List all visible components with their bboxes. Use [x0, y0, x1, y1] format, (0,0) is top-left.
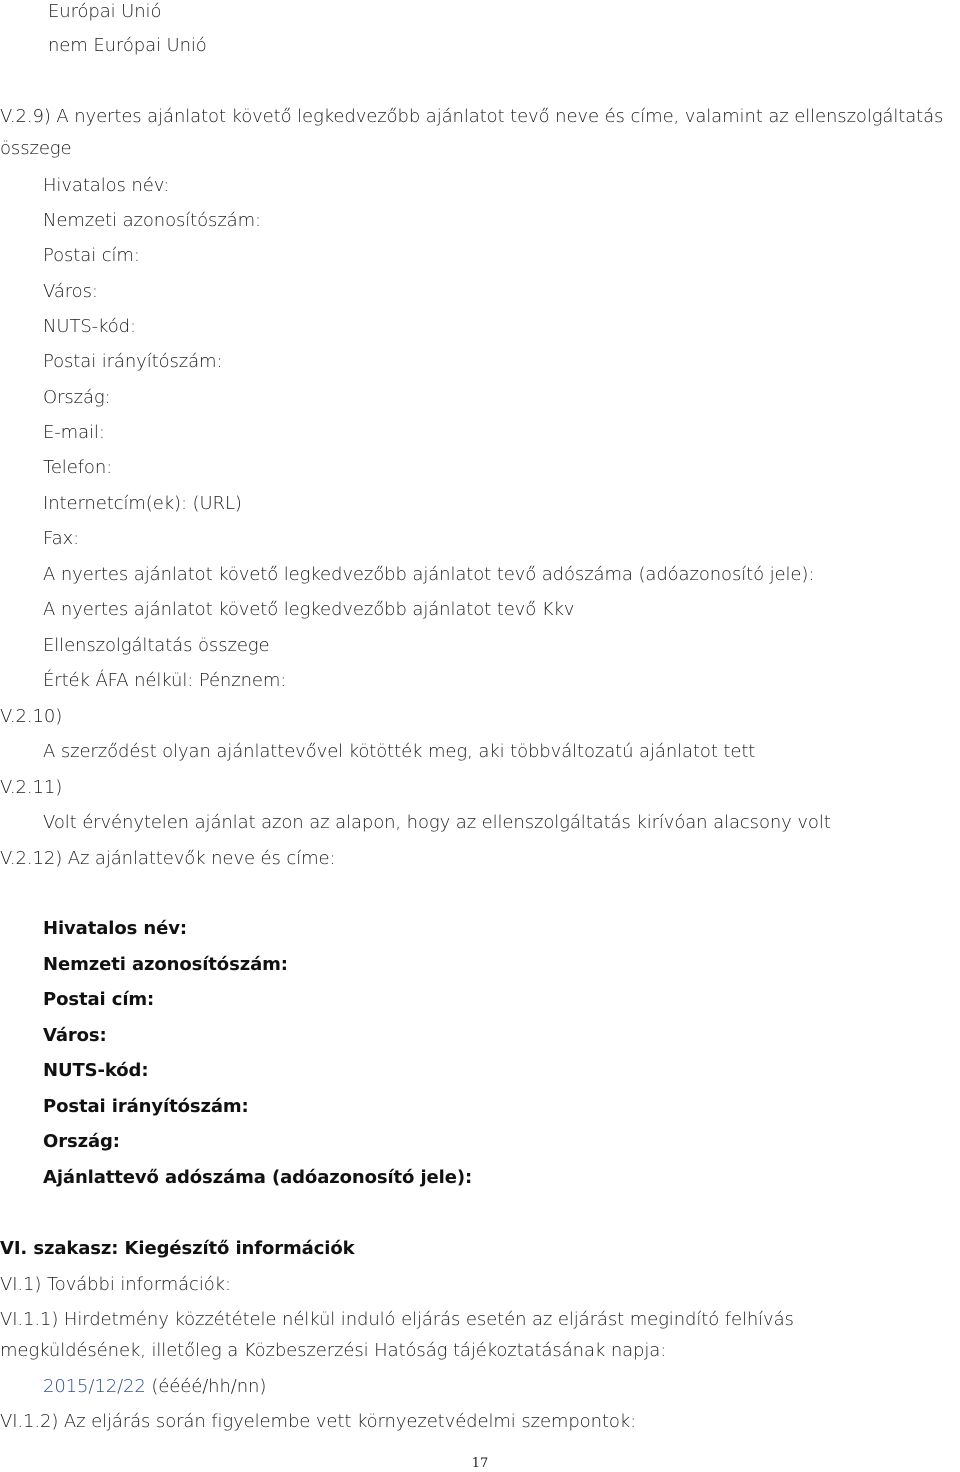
section-vi-title: VI. szakasz: Kiegészítő információk [0, 1238, 355, 1259]
bidder-postal-code: Postai irányítószám: [43, 1096, 249, 1117]
field-fax: Fax: [43, 528, 80, 549]
dispatch-date-value: 2015/12/22 [43, 1376, 146, 1397]
section-v29-heading: V.2.9) A nyertes ajánlatot követő legkedvezőbb ajánlatot tevő neve és címe, valamint az ellenszolgáltatás [0, 106, 944, 127]
option-eu: Európai Unió [48, 1, 162, 22]
dispatch-date-line [43, 1375, 266, 1399]
field-sme: A nyertes ajánlatot követő legkedvezőbb ajánlatot tevő Kkv [43, 599, 575, 620]
bidder-city: Város: [43, 1025, 107, 1046]
bidder-country: Ország: [43, 1131, 120, 1152]
field-national-id: Nemzeti azonosítószám: [43, 210, 261, 231]
section-vi1-heading: VI.1) További információk: [0, 1274, 231, 1295]
section-vi11-heading-cont: megküldésének, illetőleg a Közbeszerzési Hatóság tájékoztatásának napja: [0, 1340, 667, 1361]
field-phone: Telefon: [43, 457, 113, 478]
dispatch-date-format: (éééé/hh/nn) [151, 1376, 267, 1397]
field-nuts-code: NUTS-kód: [43, 316, 136, 337]
field-consideration-amount: Ellenszolgáltatás összege [43, 635, 270, 656]
field-tax-number: A nyertes ajánlatot követő legkedvezőbb ajánlatot tevő adószáma (adóazonosító jele): [43, 564, 815, 585]
section-v212-heading: V.2.12) Az ajánlattevők neve és címe: [0, 848, 336, 869]
bidder-tax-number: Ajánlattevő adószáma (adóazonosító jele): [43, 1167, 473, 1188]
field-country: Ország: [43, 387, 111, 408]
section-v210-text: A szerződést olyan ajánlattevővel kötötték meg, aki többváltozatú ajánlatot tett [43, 741, 756, 762]
field-email: E-mail: [43, 422, 105, 443]
section-v211-heading: V.2.11) [0, 777, 63, 798]
field-postal-address: Postai cím: [43, 245, 140, 266]
bidder-postal-address: Postai cím: [43, 989, 155, 1010]
section-vi11-heading: VI.1.1) Hirdetmény közzététele nélkül induló eljárás esetén az eljárást megindító felhívás [0, 1309, 794, 1330]
bidder-official-name: Hivatalos név: [43, 918, 187, 939]
bidder-nuts-code: NUTS-kód: [43, 1060, 149, 1081]
section-vi12-heading: VI.1.2) Az eljárás során figyelembe vett környezetvédelmi szempontok: [0, 1411, 637, 1432]
section-v29-heading-cont: összege [0, 138, 72, 159]
section-v211-text: Volt érvénytelen ajánlat azon az alapon, hogy az ellenszolgáltatás kirívóan alacsony volt [43, 812, 831, 833]
field-url: Internetcím(ek): (URL) [43, 493, 242, 514]
option-non-eu: nem Európai Unió [48, 35, 207, 56]
section-v210-heading: V.2.10) [0, 706, 63, 727]
bidder-national-id: Nemzeti azonosítószám: [43, 954, 288, 975]
field-value-excl-vat: Érték ÁFA nélkül: Pénznem: [43, 670, 287, 691]
field-official-name: Hivatalos név: [43, 175, 170, 196]
page-number: 17 [471, 1456, 489, 1471]
field-postal-code: Postai irányítószám: [43, 351, 223, 372]
field-city: Város: [43, 281, 98, 302]
